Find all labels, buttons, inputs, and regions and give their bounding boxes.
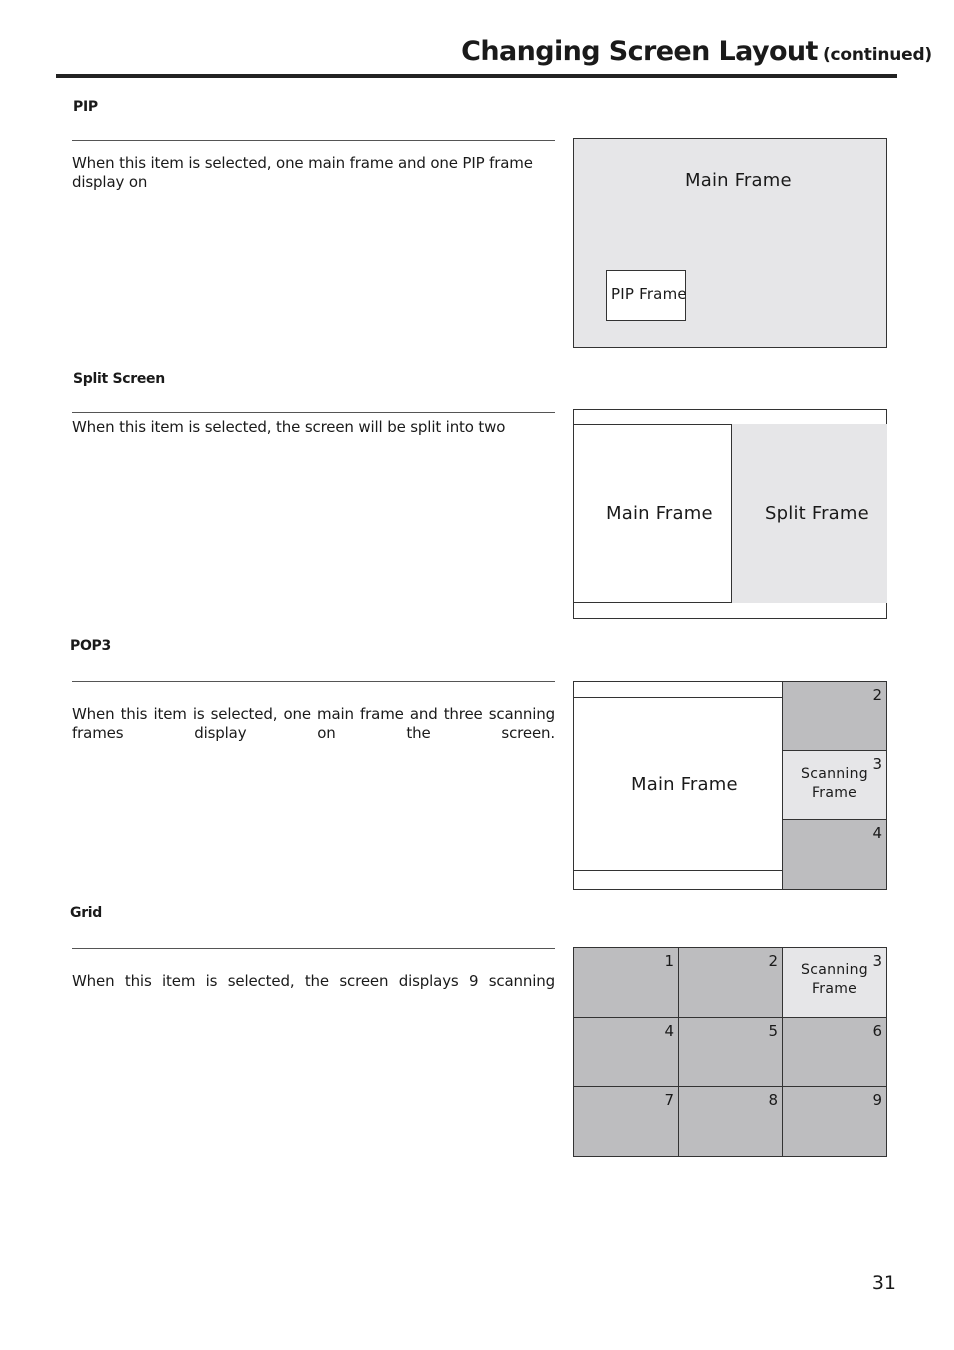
pop3-layout-diagram bbox=[573, 681, 887, 890]
grid-layout-diagram bbox=[573, 947, 887, 1157]
section-heading-split-screen: Split Screen bbox=[73, 371, 165, 387]
grid-cell-7 bbox=[573, 1086, 679, 1157]
grid-cell-1 bbox=[573, 947, 679, 1018]
cell-number: 3 bbox=[872, 952, 882, 970]
section-divider-pop3 bbox=[72, 681, 555, 682]
scanning-label-line2: Frame bbox=[811, 981, 858, 997]
cell-number: 9 bbox=[872, 1091, 882, 1109]
page-number: 31 bbox=[871, 1272, 896, 1294]
pop3-bottom-bar bbox=[574, 870, 782, 871]
grid-cell-8 bbox=[678, 1086, 783, 1157]
split-frame-label: Split Frame bbox=[765, 503, 869, 524]
page-title bbox=[461, 36, 932, 67]
section-description-pip: When this item is selected, one main frame and one PIP frame display on bbox=[72, 154, 533, 191]
section-heading-pop3: POP3 bbox=[70, 638, 111, 654]
cell-number: 7 bbox=[664, 1091, 674, 1109]
pop3-main-frame-label: Main Frame bbox=[631, 774, 738, 795]
section-heading-grid: Grid bbox=[70, 905, 103, 921]
cell-number: 8 bbox=[768, 1091, 778, 1109]
split-main-frame-label: Main Frame bbox=[606, 503, 713, 524]
section-heading-pip: PIP bbox=[73, 99, 98, 115]
grid-cell-9 bbox=[782, 1086, 887, 1157]
header-divider bbox=[56, 74, 897, 78]
grid-cell-3 bbox=[782, 947, 887, 1018]
cell-number: 6 bbox=[872, 1022, 882, 1040]
frame-number: 3 bbox=[872, 755, 882, 773]
scanning-label-line1: Scanning bbox=[801, 766, 868, 782]
page-title-subtitle: (continued) bbox=[822, 45, 932, 65]
section-description-pop3: When this item is selected, one main frame and three scanning frames display on the screen. bbox=[72, 705, 555, 742]
pop3-top-bar bbox=[574, 697, 782, 698]
grid-cell-5 bbox=[678, 1017, 783, 1087]
cell-number: 4 bbox=[664, 1022, 674, 1040]
pip-layout-diagram bbox=[573, 138, 887, 348]
section-divider-grid bbox=[72, 948, 555, 949]
page-title-main: Changing Screen Layout bbox=[461, 36, 818, 67]
section-description-split-screen: When this item is selected, the screen will be split into two bbox=[72, 418, 506, 436]
pop3-scanning-frame-3 bbox=[782, 750, 887, 820]
cell-number: 2 bbox=[768, 952, 778, 970]
pip-frame-label: PIP Frame bbox=[611, 285, 687, 303]
grid-cell-6 bbox=[782, 1017, 887, 1087]
frame-number: 4 bbox=[872, 824, 882, 842]
scanning-label-line2: Frame bbox=[811, 785, 858, 801]
grid-cell-2 bbox=[678, 947, 783, 1018]
frame-number: 2 bbox=[872, 686, 882, 704]
scanning-label-line1: Scanning bbox=[801, 962, 868, 978]
split-layout-diagram bbox=[573, 409, 887, 619]
cell-number: 1 bbox=[664, 952, 674, 970]
pip-main-frame-label: Main Frame bbox=[685, 170, 792, 191]
section-divider-pip bbox=[72, 140, 555, 141]
pop3-scanning-frame-4 bbox=[782, 819, 887, 890]
cell-number: 5 bbox=[768, 1022, 778, 1040]
section-description-grid: When this item is selected, the screen displays 9 scanning bbox=[72, 972, 555, 990]
section-divider-split-screen bbox=[72, 412, 555, 413]
pop3-scanning-frame-2 bbox=[782, 681, 887, 751]
grid-cell-4 bbox=[573, 1017, 679, 1087]
